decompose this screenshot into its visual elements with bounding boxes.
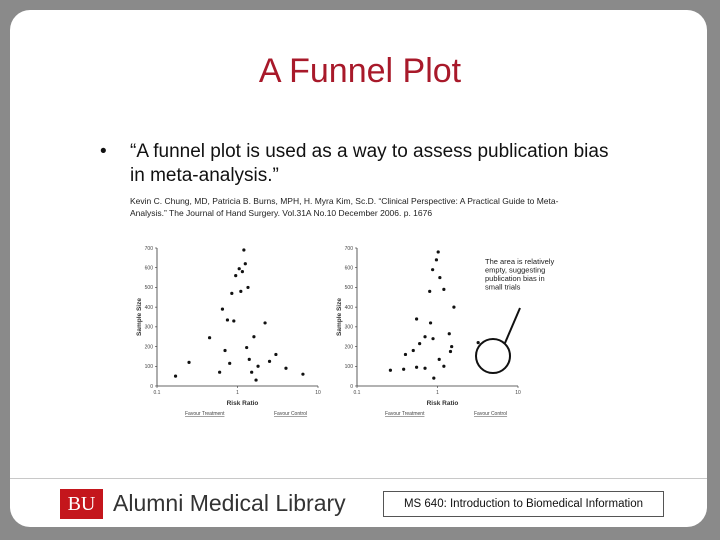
annotation-text — [485, 257, 554, 292]
x-axis-label: Risk Ratio — [226, 400, 259, 407]
data-point — [428, 290, 431, 293]
x-tick-label: 1 — [236, 390, 239, 396]
favour-treatment-label: Favour Treatment — [185, 411, 225, 417]
data-point — [402, 368, 405, 371]
data-point — [431, 337, 434, 340]
annotation-line: small trials — [485, 282, 521, 292]
data-point — [242, 248, 245, 251]
x-tick-label: 0.1 — [153, 390, 161, 396]
data-point — [238, 267, 241, 270]
data-point — [442, 365, 445, 368]
data-point — [232, 319, 235, 322]
y-tick-label: 500 — [344, 285, 353, 292]
data-point — [187, 361, 190, 364]
course-label: MS 640: Introduction to Biomedical Information — [383, 491, 664, 517]
data-point — [221, 308, 224, 311]
y-tick-label: 200 — [144, 344, 153, 351]
data-point — [254, 378, 257, 381]
data-point — [404, 353, 407, 356]
data-point — [239, 290, 242, 293]
bullet-marker: • — [100, 141, 107, 162]
data-point — [268, 360, 271, 363]
slide-title: A Funnel Plot — [258, 52, 462, 90]
bu-logo: BU — [60, 489, 103, 519]
y-tick-label: 100 — [144, 364, 153, 371]
y-tick-label: 700 — [344, 245, 353, 252]
data-point — [448, 332, 451, 335]
y-tick-label: 200 — [344, 344, 353, 351]
data-point — [418, 342, 421, 345]
annotation-line: The area is relatively — [485, 257, 555, 266]
data-point — [244, 262, 247, 265]
data-point — [449, 350, 452, 353]
data-point — [245, 346, 248, 349]
data-point — [228, 362, 231, 365]
x-tick-label: 10 — [315, 390, 321, 396]
data-point — [218, 371, 221, 374]
library-name: Alumni Medical Library — [113, 490, 346, 516]
empty-area-circle — [476, 339, 510, 373]
data-point — [450, 345, 453, 348]
favour-control-label: Favour Control — [274, 411, 308, 417]
y-axis-label: Sample Size — [336, 298, 343, 336]
data-point — [274, 353, 277, 356]
data-point — [250, 371, 253, 374]
data-point — [415, 366, 418, 369]
favour-treatment-label: Favour Treatment — [385, 411, 425, 417]
y-tick-label: 600 — [344, 265, 353, 272]
data-point — [431, 268, 434, 271]
data-point — [438, 276, 441, 279]
data-point — [442, 288, 445, 291]
data-point — [415, 317, 418, 320]
data-point — [284, 367, 287, 370]
y-tick-label: 400 — [144, 304, 153, 311]
data-point — [432, 377, 435, 380]
data-point — [301, 373, 304, 376]
data-point — [263, 321, 266, 324]
data-point — [248, 358, 251, 361]
y-tick-label: 300 — [144, 324, 153, 331]
data-point — [208, 336, 211, 339]
x-tick-label: 0.1 — [353, 390, 361, 396]
data-point — [241, 270, 244, 273]
data-point — [437, 250, 440, 253]
x-axis-label: Risk Ratio — [426, 400, 459, 407]
y-tick-label: 600 — [144, 265, 153, 272]
data-point — [256, 365, 259, 368]
favour-control-label: Favour Control — [474, 411, 508, 417]
funnel-plot-right — [336, 246, 554, 417]
y-tick-label: 700 — [144, 245, 153, 252]
data-point — [223, 349, 226, 352]
data-point — [423, 367, 426, 370]
data-point — [477, 341, 480, 344]
funnel-plots-figure — [120, 240, 600, 425]
data-point — [452, 306, 455, 309]
funnel-plot-left — [136, 246, 321, 417]
y-tick-label: 400 — [344, 304, 353, 311]
data-point — [435, 258, 438, 261]
data-point — [423, 335, 426, 338]
data-point — [230, 292, 233, 295]
y-tick-label: 100 — [344, 364, 353, 371]
x-tick-label: 1 — [436, 390, 439, 396]
y-tick-label: 0 — [350, 383, 353, 390]
y-tick-label: 300 — [344, 324, 353, 331]
data-point — [412, 349, 415, 352]
data-point — [389, 369, 392, 372]
y-axis-label: Sample Size — [136, 298, 143, 336]
y-tick-label: 0 — [150, 383, 153, 390]
data-point — [246, 286, 249, 289]
footer-divider — [10, 478, 707, 479]
y-tick-label: 500 — [144, 285, 153, 292]
annotation-line: publication bias in — [485, 274, 545, 283]
data-point — [174, 375, 177, 378]
data-point — [252, 335, 255, 338]
annotation-line: empty, suggesting — [485, 265, 546, 275]
data-point — [234, 274, 237, 277]
bullet-text: “A funnel plot is used as a way to assess publication bias in meta-analysis.” — [130, 141, 609, 186]
annotation-pointer — [505, 308, 520, 343]
data-point — [226, 318, 229, 321]
data-point — [438, 358, 441, 361]
citation-text: Kevin C. Chung, MD, Patricia B. Burns, MPH, H. Myra Kim, Sc.D. “Clinical Perspective: A Practical Guide to Meta-Analysis.” The Journal of Hand Surgery. Vol.31A No.10 December 2006. p. 1676 — [130, 196, 559, 218]
data-point — [429, 321, 432, 324]
x-tick-label: 10 — [515, 390, 521, 396]
